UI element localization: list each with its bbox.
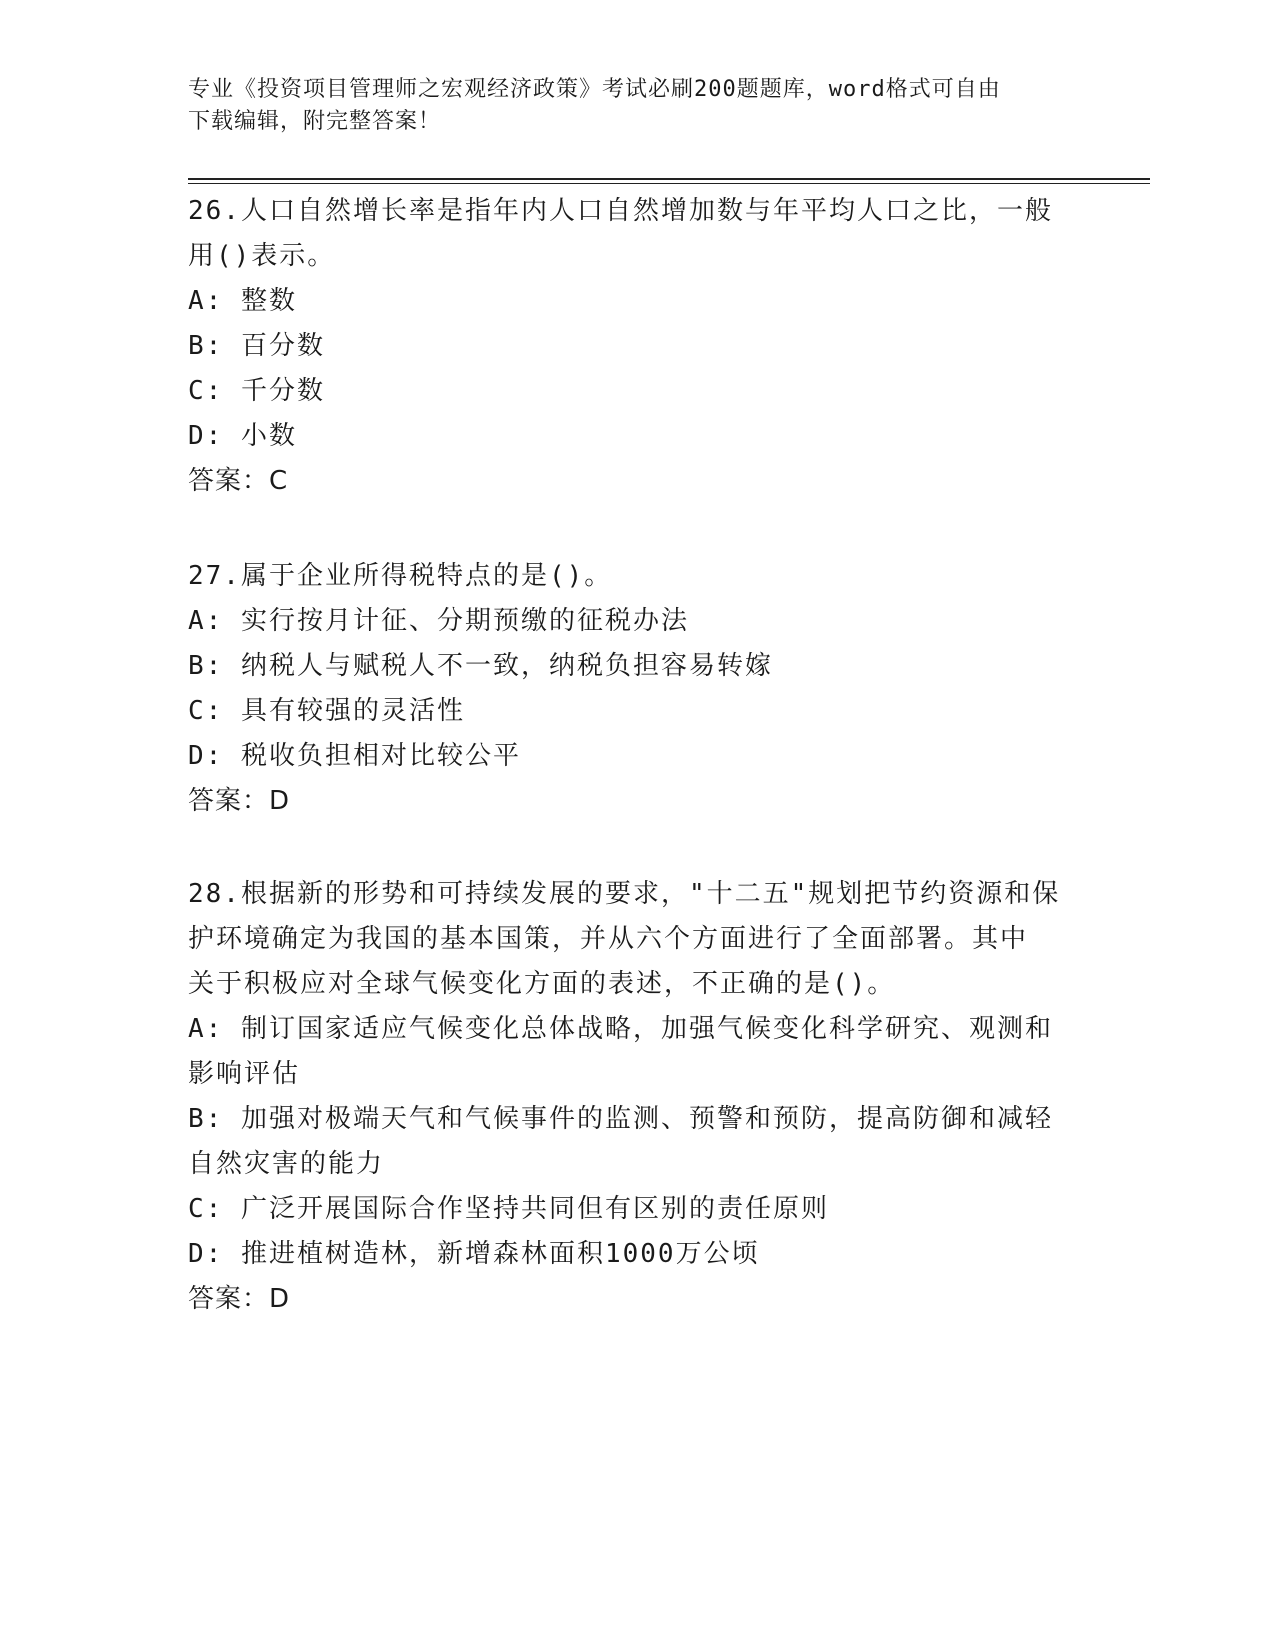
header-line-1: 专业《投资项目管理师之宏观经济政策》考试必刷200题题库，word格式可自由 <box>188 77 1001 102</box>
header-divider-thin <box>188 183 1150 184</box>
question-text-line: 关于积极应对全球气候变化方面的表述，不正确的是()。 <box>188 969 896 999</box>
header-divider-thick <box>188 178 1150 180</box>
option-a-continued: 影响评估 <box>188 1059 301 1089</box>
option-c: C: 具有较强的灵活性 <box>188 696 465 726</box>
option-c: C: 广泛开展国际合作坚持共同但有区别的责任原则 <box>188 1194 829 1224</box>
option-b: B: 纳税人与赋税人不一致，纳税负担容易转嫁 <box>188 651 773 681</box>
question-text-line: 27.属于企业所得税特点的是()。 <box>188 561 613 591</box>
answer: 答案：C <box>188 466 289 496</box>
question-28 <box>188 872 1088 1322</box>
option-d: D: 小数 <box>188 421 297 451</box>
document-header <box>188 74 1068 138</box>
option-a: A: 实行按月计征、分期预缴的征税办法 <box>188 606 689 636</box>
question-text-line: 26.人口自然增长率是指年内人口自然增加数与年平均人口之比，一般 <box>188 196 1053 226</box>
question-27 <box>188 554 1088 824</box>
option-d: D: 推进植树造林，新增森林面积1000万公顷 <box>188 1239 760 1269</box>
answer: 答案：D <box>188 786 291 816</box>
question-text-line: 用()表示。 <box>188 241 336 271</box>
answer: 答案：D <box>188 1284 291 1314</box>
option-b-continued: 自然灾害的能力 <box>188 1149 385 1179</box>
question-text-line: 28.根据新的形势和可持续发展的要求，"十二五"规划把节约资源和保 <box>188 879 1061 909</box>
option-c: C: 千分数 <box>188 376 325 406</box>
option-b: B: 加强对极端天气和气候事件的监测、预警和预防，提高防御和减轻 <box>188 1104 1053 1134</box>
option-a: A: 整数 <box>188 286 297 316</box>
header-line-2: 下载编辑，附完整答案！ <box>188 109 442 134</box>
question-26 <box>188 189 1088 504</box>
question-text-line: 护环境确定为我国的基本国策，并从六个方面进行了全面部署。其中 <box>188 924 1029 954</box>
option-b: B: 百分数 <box>188 331 325 361</box>
option-a: A: 制订国家适应气候变化总体战略，加强气候变化科学研究、观测和 <box>188 1014 1053 1044</box>
option-d: D: 税收负担相对比较公平 <box>188 741 521 771</box>
